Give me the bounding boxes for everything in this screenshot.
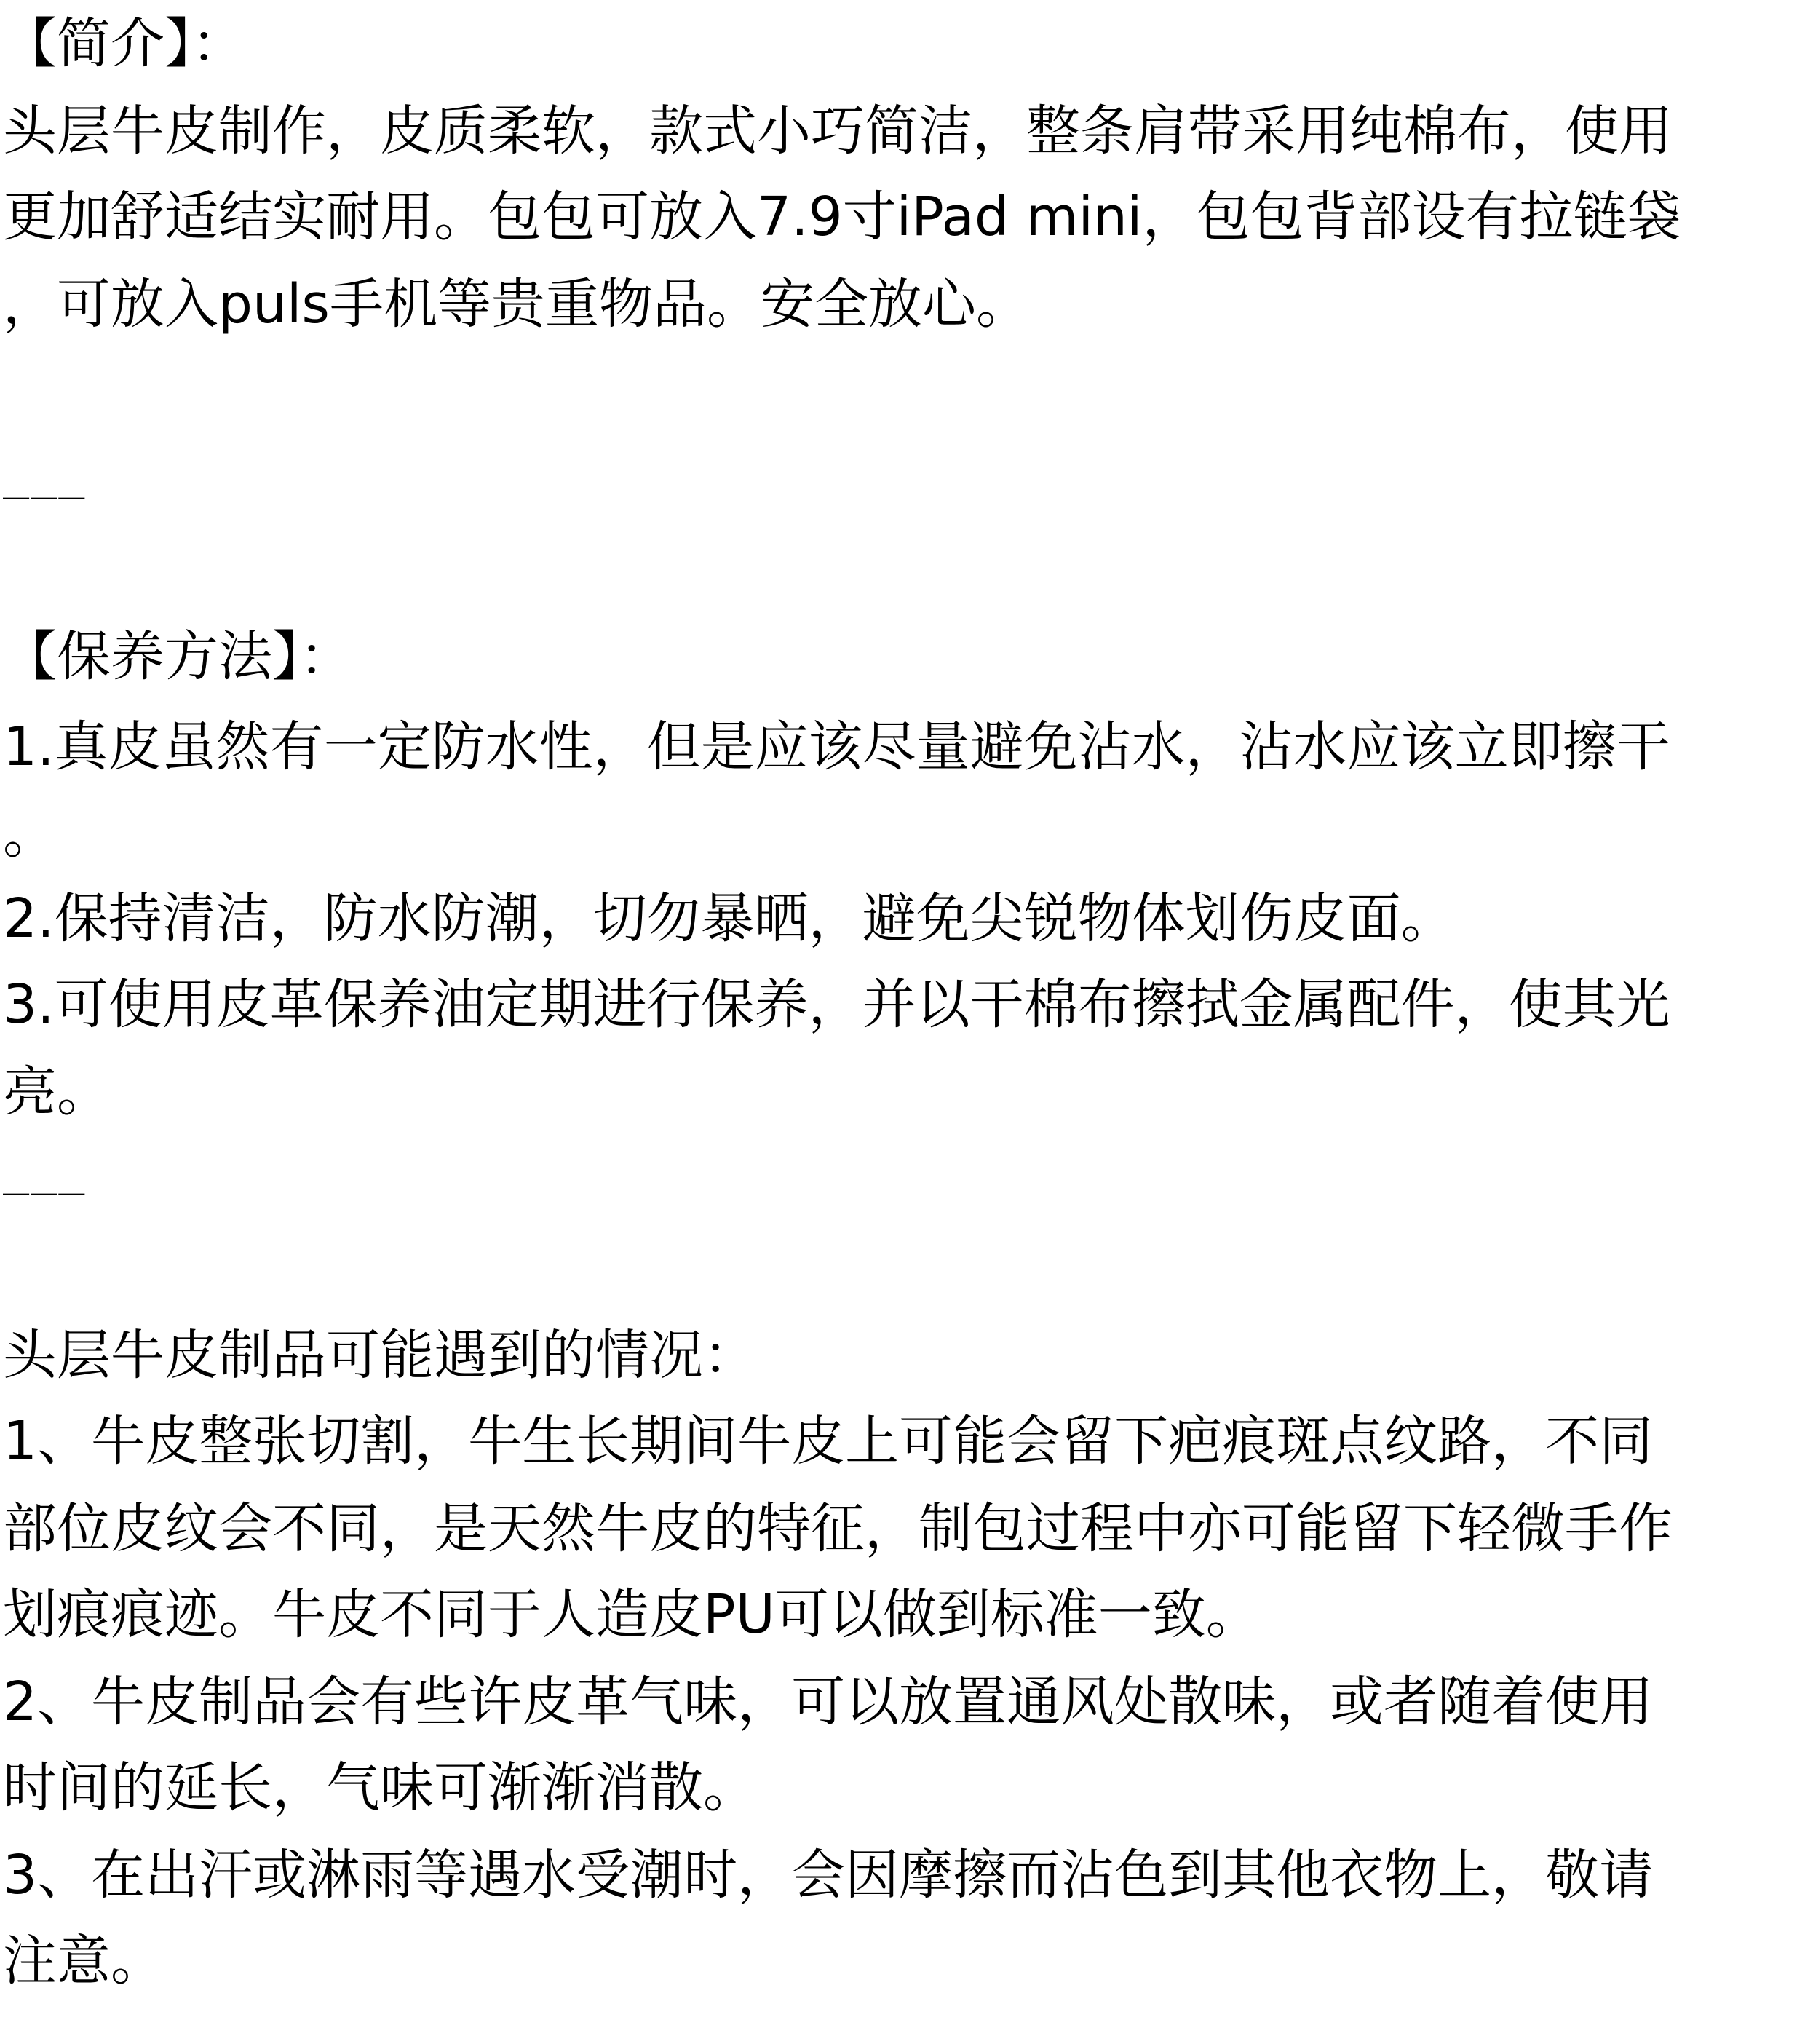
- care-line-1-cont: 。: [3, 803, 57, 865]
- notes-line-6: 3、在出汗或淋雨等遇水受潮时，会因摩擦而沾色到其他衣物上，敬请: [3, 1844, 1654, 1906]
- intro-line-1: 头层牛皮制作，皮质柔软，款式小巧简洁，整条肩带采用纯棉布，使用: [3, 100, 1673, 162]
- separator-2: ___: [3, 1145, 87, 1196]
- intro-heading: 【简介】：: [3, 12, 245, 75]
- intro-line-2: 更加舒适结实耐用。包包可放入7.9寸iPad mini，包包背部设有拉链袋: [3, 186, 1681, 248]
- notes-line-1: 1、牛皮整张切割，牛生长期间牛皮上可能会留下疤痕斑点纹路，不同: [3, 1410, 1654, 1473]
- notes-line-4: 2、牛皮制品会有些许皮革气味，可以放置通风处散味，或者随着使用: [3, 1671, 1654, 1733]
- care-line-3: 3.可使用皮革保养油定期进行保养，并以干棉布擦拭金属配件，使其光: [3, 973, 1670, 1036]
- care-line-1: 1.真皮虽然有一定防水性，但是应该尽量避免沾水，沾水应该立即擦干: [3, 716, 1670, 778]
- intro-line-3: ，可放入puls手机等贵重物品。安全放心。: [3, 273, 1030, 336]
- notes-line-5: 时间的延长，气味可渐渐消散。: [3, 1756, 757, 1819]
- notes-line-7: 注意。: [3, 1930, 164, 1992]
- notes-heading: 头层牛皮制品可能遇到的情况：: [3, 1324, 757, 1387]
- notes-line-2: 部位皮纹会不同，是天然牛皮的特征，制包过程中亦可能留下轻微手作: [3, 1497, 1673, 1560]
- care-heading: 【保养方法】：: [3, 625, 353, 688]
- separator-1: ___: [3, 449, 87, 500]
- notes-line-3: 划痕痕迹。牛皮不同于人造皮PU可以做到标准一致。: [3, 1583, 1260, 1646]
- care-line-2: 2.保持清洁，防水防潮，切勿暴晒，避免尖锐物体划伤皮面。: [3, 887, 1455, 950]
- care-line-3-cont: 亮。: [3, 1061, 111, 1123]
